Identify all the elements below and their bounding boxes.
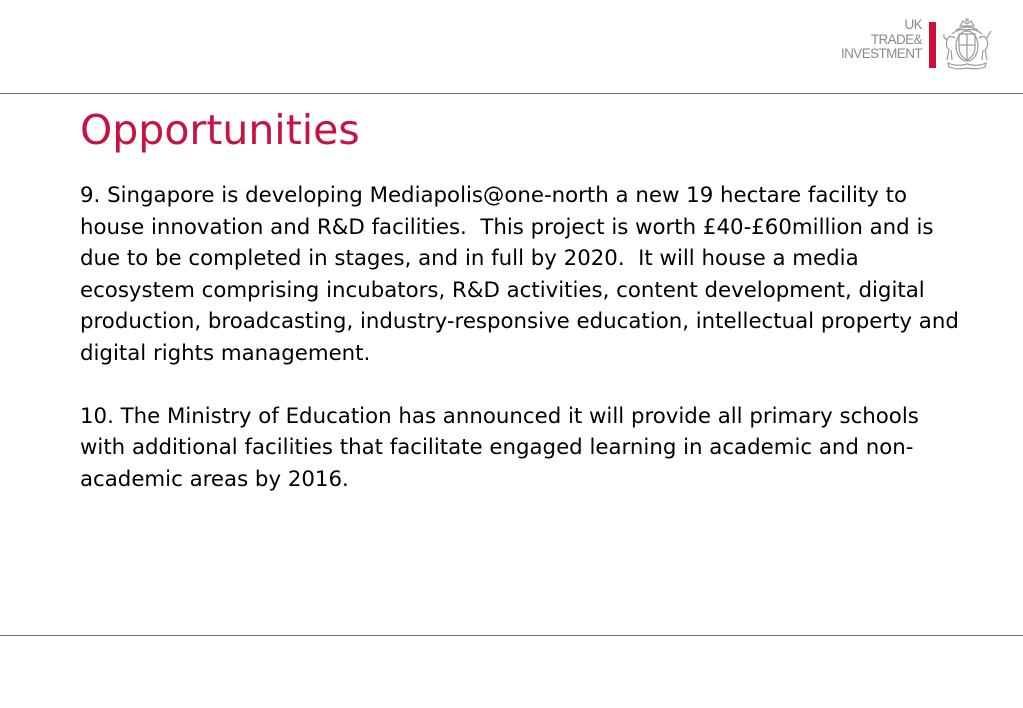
- logo-red-bar: [929, 22, 936, 68]
- footer-divider: [0, 635, 1023, 636]
- logo-line-trade: TRADE&: [870, 31, 922, 47]
- royal-coat-of-arms-icon: [939, 16, 995, 70]
- slide-title: Opportunities: [80, 106, 360, 154]
- header-divider: [0, 93, 1023, 94]
- uk-trade-investment-logo: [836, 16, 996, 72]
- logo-line-investment: INVESTMENT: [840, 46, 922, 61]
- logo-line-uk: UK: [904, 17, 922, 32]
- logo-wordmark: [812, 18, 922, 62]
- paragraph-mediapolis: 9. Singapore is developing Mediapolis@one-north a new 19 hectare facility to house innovation and R&D facilities. This project is worth £40-£60million and is due to be completed in stages, and in full by 2020. It will house a media ecosystem comprising incubators, R&D activities, content development, digital production, broadcasting, industry-responsive education, intellectual property and digital rights management.: [80, 183, 966, 366]
- slide-body: [80, 180, 966, 495]
- paragraph-ministry-of-education: 10. The Ministry of Education has announced it will provide all primary schools with additional facilities that facilitate engaged learning in academic and non-academic areas by 2016.: [80, 403, 926, 492]
